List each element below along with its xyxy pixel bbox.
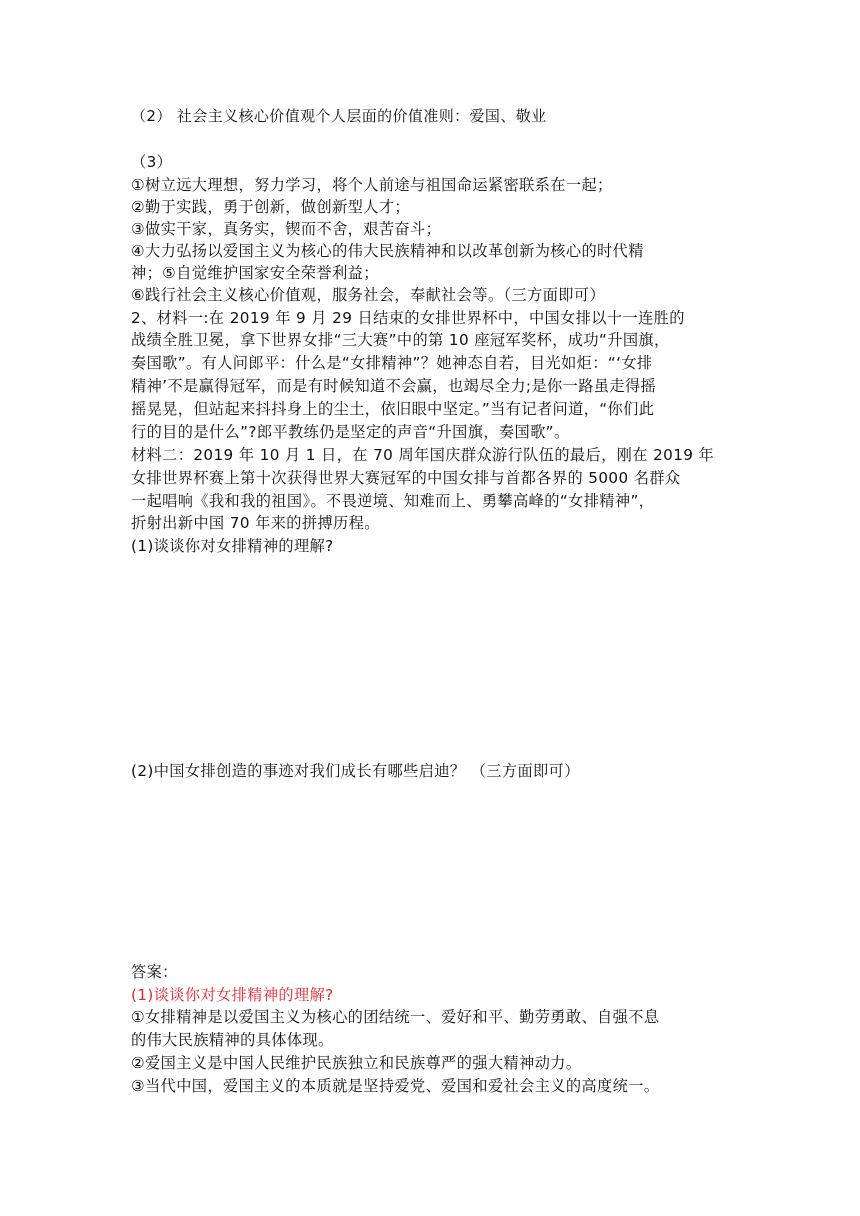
q3-line-4: ④大力弘扬以爱国主义为核心的伟大民族精神和以改革创新为核心的时代精 [131, 242, 644, 260]
answer-label: 答案： [131, 963, 178, 981]
material2-line-4: 折射出新中国 70 年来的拼搏历程。 [131, 514, 380, 532]
answer-line-4: ③当代中国，爱国主义的本质就是坚持爱党、爱国和爱社会主义的高度统一。 [131, 1077, 660, 1095]
material1-line-2: 战绩全胜卫冕，拿下世界女排“三大赛”中的第 10 座冠军奖杯，成功“升国旗， [131, 331, 670, 349]
material2-line-1: 材料二：2019 年 10 月 1 日，在 70 周年国庆群众游行队伍的最后，刚在 2019 年 [131, 446, 715, 464]
material1-line-6: 行的目的是什么”?郎平教练仍是坚定的声音“升国旗，奏国歌”。 [131, 423, 570, 441]
answer-sub1-heading: (1)谈谈你对女排精神的理解? [131, 986, 334, 1004]
q2-value-criteria: （2） 社会主义核心价值观个人层面的价值准则：爱国、敬业 [131, 107, 547, 125]
q3-line-6: ⑥践行社会主义核心价值观，服务社会，奉献社会等。（三方面即可） [131, 286, 606, 304]
q3-line-1: ①树立远大理想，努力学习，将个人前途与祖国命运紧密联系在一起； [131, 176, 613, 194]
answer-line-3: ②爱国主义是中国人民维护民族独立和民族尊严的强大精神动力。 [131, 1054, 582, 1072]
material2-line-3: 一起唱响《我和我的祖国》。不畏逆境、知难而上、勇攀高峰的“女排精神”， [131, 492, 655, 510]
material1-line-3: 奏国歌”。有人问郎平：什么是“女排精神”？她神态自若，目光如炬：“‘女排 [131, 354, 653, 372]
answer-line-1: ①女排精神是以爱国主义为核心的团结统一、爱好和平、勤劳勇敢、自强不息 [131, 1008, 660, 1026]
question2-sub2: (2)中国女排创造的事迹对我们成长有哪些启迪？ （三方面即可） [131, 762, 580, 780]
material1-line-4: 精神’不是赢得冠军，而是有时候知道不会赢，也竭尽全力;是你一路虽走得摇 [131, 377, 657, 395]
answer-line-2: 的伟大民族精神的具体体现。 [131, 1031, 334, 1049]
q3-label: （3） [131, 153, 173, 171]
q3-line-3: ③做实干家，真务实，锲而不舍，艰苦奋斗； [131, 220, 442, 238]
q3-line-2: ②勤于实践，勇于创新，做创新型人才； [131, 198, 411, 216]
q3-line-5: 神；⑤自觉维护国家安全荣誉利益； [131, 264, 379, 282]
question2-sub1: (1)谈谈你对女排精神的理解? [131, 537, 334, 555]
material1-line-1: 2、材料一:在 2019 年 9 月 29 日结束的女排世界杯中，中国女排以十一连胜的 [131, 309, 685, 327]
material2-line-2: 女排世界杯赛上第十次获得世界大赛冠军的中国女排与首都各界的 5000 名群众 [131, 469, 681, 487]
material1-line-5: 摇晃晃，但站起来抖抖身上的尘土，依旧眼中坚定。”当有记者问道，“你们此 [131, 400, 655, 418]
